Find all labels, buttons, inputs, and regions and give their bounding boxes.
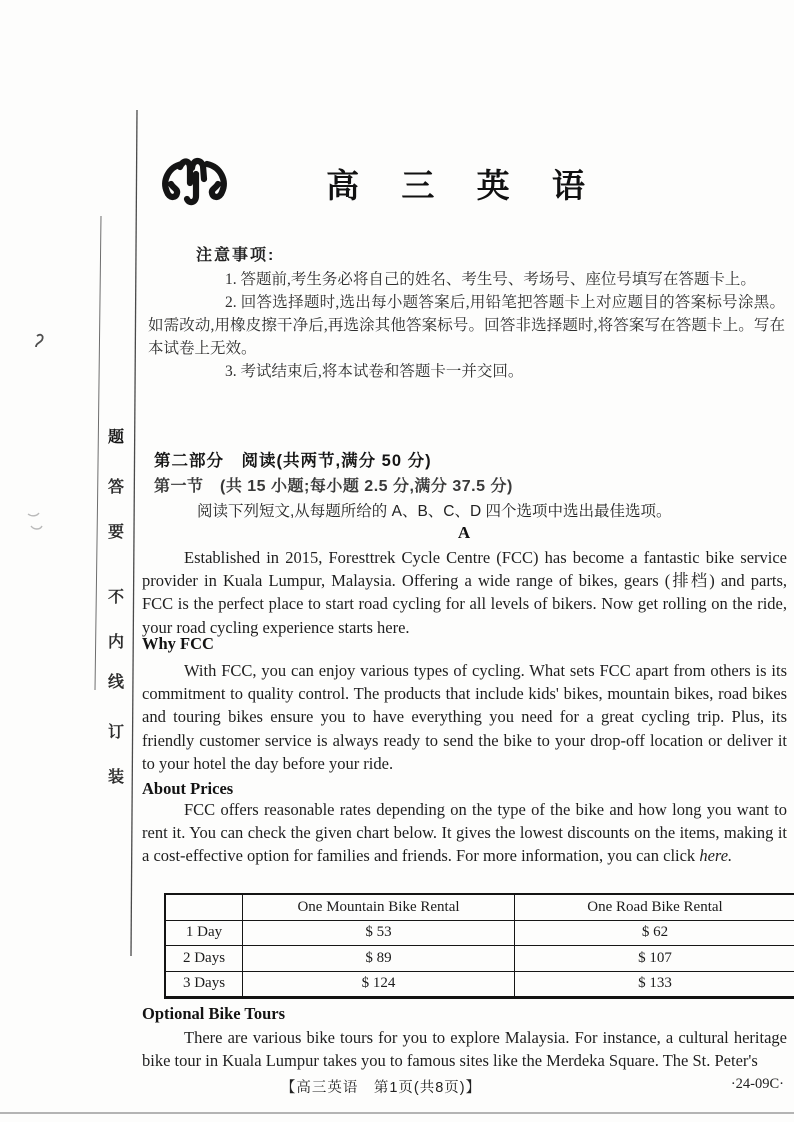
footer-page-number: 【高三英语 第1页(共8页)】 — [280, 1080, 482, 1096]
about-prices-heading: About Prices — [142, 779, 234, 798]
notice-item: 3. 考试结束后,将本试卷和答题卡一并交回。 — [225, 363, 524, 380]
part-heading: 第二部分 阅读(共两节,满分 50 分) — [154, 452, 432, 470]
scan-artifact — [36, 335, 43, 347]
notice-heading: 注意事项: — [196, 247, 276, 264]
scan-artifact — [28, 513, 42, 529]
table-header-mountain: One Mountain Bike Rental — [243, 894, 515, 920]
binding-margin-char: 答 — [107, 479, 124, 496]
binding-margin-char: 线 — [107, 674, 124, 691]
binding-margin-char: 题 — [107, 429, 124, 446]
mountain-price: $ 53 — [243, 920, 515, 946]
section-instruction: 阅读下列短文,从每题所给的 A、B、C、D 四个选项中选出最佳选项。 — [197, 503, 672, 520]
table-row — [165, 920, 794, 946]
row-label: 3 Days — [165, 971, 243, 998]
road-price: $ 107 — [515, 946, 794, 972]
prices-text: FCC offers reasonable rates depending on the type of the bike and how long you want to rent it. You can check the given chart below. It gives the lowest discounts on the items, making it a cost-effective option for families and friends. For more information, you can click — [142, 800, 787, 866]
binding-margin-char: 订 — [107, 724, 124, 741]
binding-margin-char: 不 — [107, 589, 124, 606]
footer-paper-code: ·24-09C· — [730, 1076, 784, 1092]
binding-margin-char: 要 — [107, 524, 124, 541]
table-row — [165, 946, 794, 972]
mountain-price: $ 89 — [243, 946, 515, 972]
binding-line-outer — [95, 216, 101, 690]
binding-margin-char: 装 — [107, 769, 124, 786]
mountain-price: $ 124 — [243, 971, 515, 998]
notice-item: 1. 答题前,考生务必将自己的姓名、考生号、考场号、座位号填写在答题卡上。 — [225, 271, 756, 288]
page-title: 高 三 英 语 — [326, 169, 602, 205]
notice-item: 2. 回答选择题时,选出每小题答案后,用铅笔把答题卡上对应题目的答案标号涂黑。如需改动,用橡皮擦干净后,再选涂其他答案标号。回答非选择题时,将答案写在答题卡上。写在本试卷上无效。 — [148, 294, 785, 357]
notice-block — [148, 242, 785, 383]
table-header-empty — [165, 894, 243, 920]
passage-paragraph-intro: Established in 2015, Foresttrek Cycle Centre (FCC) has become a fantastic bike service provider in Kuala Lumpur, Malaysia. Offering a wide range of bikes, gears (排档) and parts, FCC is the perfect place to start road cycling for all levels of bikers. Now get rolling on the ride, your road cycling experience starts here. — [142, 548, 787, 637]
road-price: $ 133 — [515, 971, 794, 998]
row-label: 1 Day — [165, 920, 243, 946]
price-table — [164, 893, 794, 999]
bike-tours-heading: Optional Bike Tours — [142, 1004, 286, 1023]
table-header-road: One Road Bike Rental — [515, 894, 794, 920]
row-label: 2 Days — [165, 946, 243, 972]
passage-paragraph-prices — [142, 798, 787, 868]
here-link-text: here. — [699, 846, 733, 866]
passage-paragraph-why: With FCC, you can enjoy various types of cycling. What sets FCC apart from others is its commitment to quality control. The products that include kids' bikes, mountain bikes, road bikes and touring bikes ensure you to have everything you need for a great cycling trip. Plus, its friendly customer service is always ready to send the bike to your drop-off location or deliver it to your hotel the day before your ride. — [142, 661, 787, 773]
node-heading: 第一节 (共 15 小题;每小题 2.5 分,满分 37.5 分) — [154, 478, 513, 495]
passage-paragraph-tours: There are various bike tours for you to explore Malaysia. For instance, a cultural heritage bike tour in Kuala Lumpur takes you to famous sites like the Merdeka Square. The St. Peter's — [142, 1028, 787, 1071]
why-fcc-heading: Why FCC — [142, 634, 214, 653]
road-price: $ 62 — [515, 920, 794, 946]
binding-line-inner — [131, 110, 137, 956]
table-header-row — [165, 894, 794, 920]
passage-label: A — [457, 523, 471, 542]
binding-margin-char: 内 — [107, 634, 124, 651]
table-row — [165, 971, 794, 998]
